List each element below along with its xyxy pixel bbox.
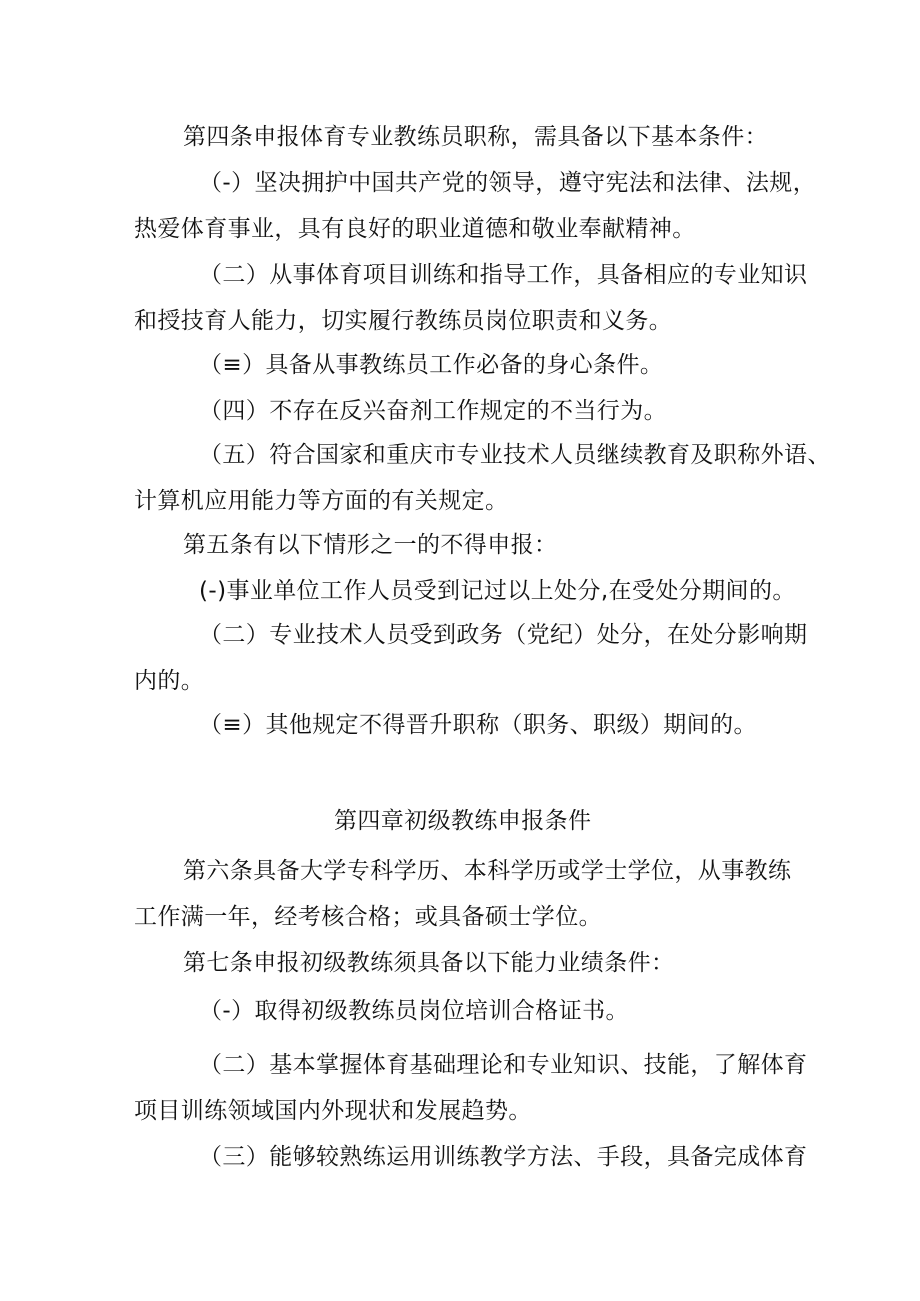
article-5-item-1: (-)事业单位工作人员受到记过以上处分,在受处分期间的。 bbox=[199, 578, 796, 604]
article-4-item-2-line-2: 和授技育人能力，切实履行教练员岗位职责和义务。 bbox=[134, 308, 673, 334]
article-7-heading: 第七条申报初级教练须具备以下能力业绩条件： bbox=[183, 950, 675, 976]
article-7-item-1: （-）取得初级教练员岗位培训合格证书。 bbox=[199, 998, 629, 1024]
article-6-line-2: 工作满一年，经考核合格；或具备硕士学位。 bbox=[134, 904, 602, 930]
article-4-item-1-line-2: 热爱体育事业，具有良好的职业道德和敬业奉献精神。 bbox=[134, 216, 696, 242]
article-4-item-5-line-2: 计算机应用能力等方面的有关规定。 bbox=[134, 488, 509, 514]
article-6-line-1: 第六条具备大学专科学历、本科学历或学士学位，从事教练 bbox=[183, 858, 792, 884]
chapter-4-title: 第四章初级教练申报条件 bbox=[334, 808, 592, 834]
article-4-item-5-line-1: （五）符合国家和重庆市专业技术人员继续教育及职称外语、 bbox=[199, 442, 831, 468]
article-7-item-3-line-1: （三）能够较熟练运用训练教学方法、手段，具备完成体育 bbox=[199, 1144, 808, 1170]
article-7-item-2-line-2: 项目训练领域国内外现状和发展趋势。 bbox=[134, 1098, 532, 1124]
article-5-item-3: （≡）其他规定不得晋升职称（职务、职级）期间的。 bbox=[199, 712, 757, 738]
article-4-item-3: （≡）具备从事教练员工作必备的身心条件。 bbox=[199, 352, 664, 378]
article-4-heading: 第四条申报体育专业教练员职称，需具备以下基本条件： bbox=[183, 124, 768, 150]
article-7-item-2-line-1: （二）基本掌握体育基础理论和专业知识、技能，了解体育 bbox=[199, 1052, 808, 1078]
article-4-item-2-line-1: （二）从事体育项目训练和指导工作，具备相应的专业知识 bbox=[199, 262, 808, 288]
article-5-item-2-line-1: （二）专业技术人员受到政务（党纪）处分，在处分影响期 bbox=[199, 622, 808, 648]
article-5-item-2-line-2: 内的。 bbox=[134, 668, 205, 694]
article-4-item-1-line-1: （-）坚决拥护中国共产党的领导，遵守宪法和法律、法规， bbox=[199, 170, 817, 196]
article-4-item-4: （四）不存在反兴奋剂工作规定的不当行为。 bbox=[199, 398, 667, 424]
article-5-heading: 第五条有以下情形之一的不得申报： bbox=[183, 532, 558, 558]
